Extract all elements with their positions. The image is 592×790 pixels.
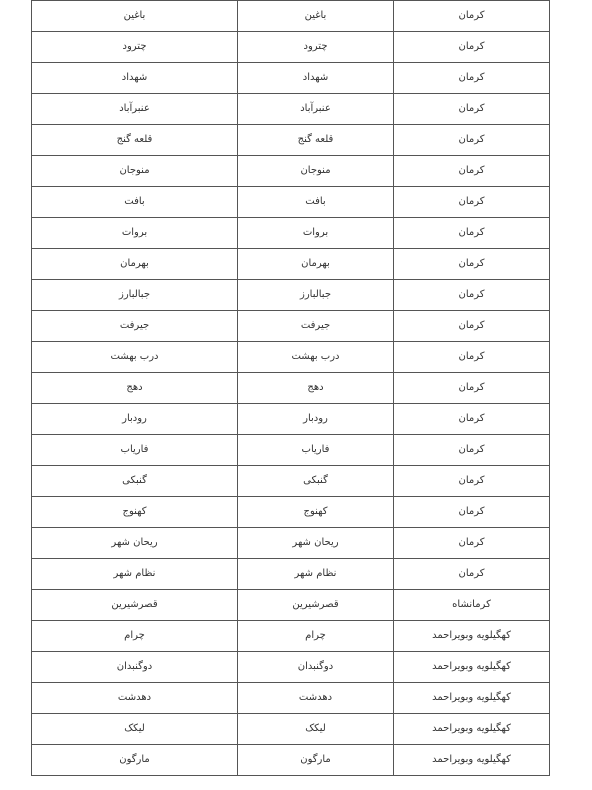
city-name-cell: عنبرآباد <box>32 94 238 125</box>
city-name-cell: ریحان شهر <box>32 528 238 559</box>
province-cell: کرمان <box>394 528 550 559</box>
city-cell: دهج <box>238 373 394 404</box>
city-name-cell: شهداد <box>32 63 238 94</box>
city-cell: بافت <box>238 187 394 218</box>
province-cell: کرمان <box>394 280 550 311</box>
table-row <box>32 32 550 63</box>
city-name-cell: مارگون <box>32 745 238 776</box>
city-name-cell: کهنوج <box>32 497 238 528</box>
city-cell: قصرشیرین <box>238 590 394 621</box>
province-cell: کرمان <box>394 63 550 94</box>
province-cell: کرمان <box>394 218 550 249</box>
city-name-cell: دوگنبدان <box>32 652 238 683</box>
province-cell: کرمان <box>394 187 550 218</box>
city-cell: جیرفت <box>238 311 394 342</box>
city-name-cell: فاریاب <box>32 435 238 466</box>
table-row <box>32 187 550 218</box>
city-cell: جبالبارز <box>238 280 394 311</box>
province-cell: کرمان <box>394 125 550 156</box>
province-cell: کرمان <box>394 435 550 466</box>
province-cell: کرمان <box>394 373 550 404</box>
table-row <box>32 373 550 404</box>
province-cell: کرمان <box>394 32 550 63</box>
city-cell: بهرمان <box>238 249 394 280</box>
city-table <box>31 0 550 776</box>
table-row <box>32 342 550 373</box>
city-cell: باغین <box>238 1 394 32</box>
table-row <box>32 590 550 621</box>
city-cell: ریحان شهر <box>238 528 394 559</box>
table-row <box>32 156 550 187</box>
province-cell: کهگیلویه وبویراحمد <box>394 621 550 652</box>
province-cell: کرمان <box>394 342 550 373</box>
table-row <box>32 404 550 435</box>
city-cell: چرام <box>238 621 394 652</box>
table-row <box>32 745 550 776</box>
city-cell: منوجان <box>238 156 394 187</box>
table-row <box>32 528 550 559</box>
city-cell: دوگنبدان <box>238 652 394 683</box>
province-cell: کرمانشاه <box>394 590 550 621</box>
city-cell: دهدشت <box>238 683 394 714</box>
city-name-cell: چرام <box>32 621 238 652</box>
city-cell: عنبرآباد <box>238 94 394 125</box>
city-cell: کهنوج <box>238 497 394 528</box>
city-name-cell: نظام شهر <box>32 559 238 590</box>
city-cell: شهداد <box>238 63 394 94</box>
province-cell: کرمان <box>394 466 550 497</box>
table-row <box>32 652 550 683</box>
table-row <box>32 621 550 652</box>
city-name-cell: دهج <box>32 373 238 404</box>
city-name-cell: قلعه گنج <box>32 125 238 156</box>
table-row <box>32 683 550 714</box>
table-row <box>32 714 550 745</box>
province-cell: کرمان <box>394 1 550 32</box>
city-cell: درب بهشت <box>238 342 394 373</box>
city-cell: مارگون <box>238 745 394 776</box>
province-cell: کرمان <box>394 311 550 342</box>
city-cell: بروات <box>238 218 394 249</box>
city-cell: گنبکی <box>238 466 394 497</box>
city-name-cell: چترود <box>32 32 238 63</box>
province-cell: کهگیلویه وبویراحمد <box>394 652 550 683</box>
city-cell: فاریاب <box>238 435 394 466</box>
province-cell: کرمان <box>394 94 550 125</box>
city-name-cell: بافت <box>32 187 238 218</box>
city-cell: لیکک <box>238 714 394 745</box>
city-name-cell: جیرفت <box>32 311 238 342</box>
city-cell: چترود <box>238 32 394 63</box>
province-cell: کرمان <box>394 559 550 590</box>
table-row <box>32 435 550 466</box>
table-row <box>32 63 550 94</box>
city-name-cell: بهرمان <box>32 249 238 280</box>
province-cell: کرمان <box>394 404 550 435</box>
city-name-cell: لیکک <box>32 714 238 745</box>
city-name-cell: دهدشت <box>32 683 238 714</box>
table-row <box>32 280 550 311</box>
province-cell: کرمان <box>394 156 550 187</box>
city-name-cell: قصرشیرین <box>32 590 238 621</box>
table-body <box>32 1 550 776</box>
province-cell: کهگیلویه وبویراحمد <box>394 714 550 745</box>
city-name-cell: بروات <box>32 218 238 249</box>
city-cell: قلعه گنج <box>238 125 394 156</box>
table-row <box>32 311 550 342</box>
table-row <box>32 218 550 249</box>
table-row <box>32 94 550 125</box>
province-cell: کرمان <box>394 249 550 280</box>
table-row <box>32 125 550 156</box>
city-name-cell: گنبکی <box>32 466 238 497</box>
city-name-cell: منوجان <box>32 156 238 187</box>
table-row <box>32 559 550 590</box>
city-name-cell: درب بهشت <box>32 342 238 373</box>
city-name-cell: باغین <box>32 1 238 32</box>
city-name-cell: جبالبارز <box>32 280 238 311</box>
table-row <box>32 497 550 528</box>
city-name-cell: رودبار <box>32 404 238 435</box>
table-row <box>32 1 550 32</box>
province-cell: کرمان <box>394 497 550 528</box>
city-cell: رودبار <box>238 404 394 435</box>
province-cell: کهگیلویه وبویراحمد <box>394 745 550 776</box>
table-row <box>32 249 550 280</box>
city-cell: نظام شهر <box>238 559 394 590</box>
province-cell: کهگیلویه وبویراحمد <box>394 683 550 714</box>
table-row <box>32 466 550 497</box>
